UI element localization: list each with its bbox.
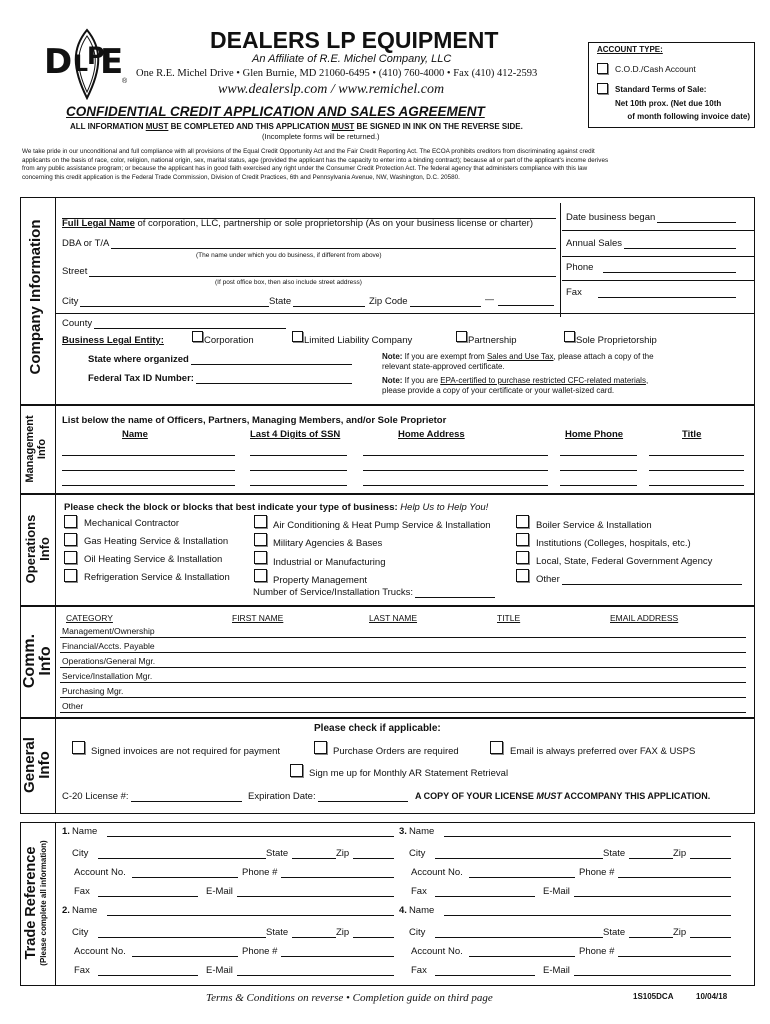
- boiler-label: Boiler Service & Installation: [536, 520, 652, 531]
- company-phone-field[interactable]: Phone: [566, 262, 736, 273]
- legal-name-label: Full Legal Name of corporation, LLC, partnership or sole proprietorship (As on your business license or charter): [62, 218, 533, 229]
- sole-proprietorship-label: Sole Proprietorship: [576, 335, 657, 346]
- ecoa-paragraph: We take pride in our unconditional and full compliance with all provisions of the Equal Credit Opportunity Act and the Fair Credit Reporting Act. The ECOA prohibits creditors from discriminating against credit applicants on the basis of race, color, religion, national origin, sex, marital status, age (provided the applicant has the capacity to enter into a binding contract); because all or part of the applicant's income derives from any public assistance program; or because the applicant has in good faith exercised any right under the Consumer Credit Protection Act. The federal agency that administers compliance with this law concerning this credit application is the Federal Trade Commission, Division of Credit Practices, 6th and Pennsylvania Avenue, NW, Washington, D.C. 20580.: [22, 148, 609, 181]
- trade-ref-fax-field[interactable]: Fax: [74, 886, 198, 897]
- federal-tax-id-field[interactable]: Federal Tax ID Number:: [88, 373, 352, 384]
- expiration-field[interactable]: Expiration Date:: [248, 791, 408, 802]
- mgmt-blank[interactable]: [649, 470, 744, 471]
- trade-ref-phone-field[interactable]: Phone #: [579, 867, 731, 878]
- mgmt-blank[interactable]: [250, 455, 347, 456]
- zip-ext-blank[interactable]: [498, 305, 554, 306]
- mechanical-contractor-checkbox[interactable]: [64, 515, 77, 528]
- form-title: CONFIDENTIAL CREDIT APPLICATION AND SALES AGREEMENT: [66, 104, 485, 119]
- military-label: Military Agencies & Bases: [273, 538, 383, 549]
- government-checkbox[interactable]: [516, 551, 529, 564]
- industrial-checkbox[interactable]: [254, 551, 267, 564]
- ar-statement-checkbox[interactable]: [290, 764, 303, 777]
- mgmt-col-address: Home Address: [398, 429, 465, 440]
- ar-statement-label: Sign me up for Monthly AR Statement Retrieval: [309, 768, 509, 779]
- comm-col-title: TITLE: [497, 613, 521, 623]
- email-preferred-checkbox[interactable]: [490, 741, 503, 754]
- trade-ref-name-field[interactable]: 4. Name: [399, 905, 731, 916]
- mgmt-blank[interactable]: [250, 485, 347, 486]
- air-conditioning-checkbox[interactable]: [254, 515, 267, 528]
- affiliate-line: An Affiliate of R.E. Michel Company, LLC: [252, 53, 452, 65]
- general-label: General Info: [21, 737, 53, 793]
- llc-checkbox[interactable]: [292, 331, 303, 342]
- boiler-checkbox[interactable]: [516, 515, 529, 528]
- street-note: (If post office box, then also include street address): [215, 279, 362, 286]
- trade-ref-phone-field[interactable]: Phone #: [579, 946, 731, 957]
- trade-ref-fax-field[interactable]: Fax: [74, 965, 198, 976]
- mgmt-blank[interactable]: [62, 485, 235, 486]
- trade-section: [20, 822, 755, 986]
- comm-col-email: EMAIL ADDRESS: [610, 613, 679, 623]
- trade-ref-city-field[interactable]: City: [72, 927, 266, 938]
- trade-side: [20, 822, 56, 986]
- comm-row-line[interactable]: [60, 712, 746, 713]
- company-address: One R.E. Michel Drive • Glen Burnie, MD 21060-6495 • (410) 760-4000 • Fax (410) 412-2593: [136, 68, 538, 79]
- property-management-label: Property Management: [273, 575, 367, 586]
- mechanical-contractor-label: Mechanical Contractor: [84, 518, 180, 529]
- trade-ref-account-field[interactable]: Account No.: [74, 867, 238, 878]
- company-info-label: Company Information: [27, 219, 44, 375]
- trade-ref-zip-field[interactable]: Zip: [336, 848, 394, 859]
- standard-terms-checkbox[interactable]: [597, 83, 608, 94]
- purchase-orders-label: Purchase Orders are required: [333, 746, 459, 757]
- mgmt-blank[interactable]: [250, 470, 347, 471]
- trucks-field[interactable]: Number of Service/Installation Trucks:: [253, 587, 495, 598]
- annual-sales-field[interactable]: Annual Sales: [566, 238, 736, 249]
- partnership-checkbox[interactable]: [456, 331, 467, 342]
- corporation-checkbox[interactable]: [192, 331, 203, 342]
- corporation-label: Corporation: [204, 335, 254, 346]
- form-instructions: ALL INFORMATION MUST BE COMPLETED AND THIS APPLICATION MUST BE SIGNED IN INK ON THE REVERSE SIDE.: [70, 122, 523, 131]
- trade-ref-fax-field[interactable]: Fax: [411, 886, 535, 897]
- property-management-checkbox[interactable]: [254, 569, 267, 582]
- trade-ref-state-field[interactable]: State: [603, 848, 673, 859]
- comm-row-label: Service/Installation Mgr.: [62, 671, 153, 681]
- industrial-label: Industrial or Manufacturing: [273, 557, 386, 568]
- comm-label: Comm. Info: [21, 633, 54, 689]
- logo-letter-e: E: [100, 42, 124, 82]
- mgmt-col-name: Name: [122, 429, 148, 440]
- military-checkbox[interactable]: [254, 533, 267, 546]
- company-name: DEALERS LP EQUIPMENT: [210, 27, 499, 53]
- trade-ref-state-field[interactable]: State: [603, 927, 673, 938]
- logo: [42, 28, 132, 100]
- trade-ref-state-field[interactable]: State: [266, 927, 336, 938]
- mgmt-blank[interactable]: [560, 485, 637, 486]
- trade-ref-zip-field[interactable]: Zip: [673, 927, 731, 938]
- date-began-field[interactable]: Date business began: [566, 212, 736, 223]
- comm-row-label: Other: [62, 701, 84, 711]
- signed-invoices-label: Signed invoices are not required for payment: [91, 746, 281, 757]
- comm-row-line[interactable]: [60, 667, 746, 668]
- company-websites[interactable]: www.dealerslp.com / www.remichel.com: [218, 82, 445, 97]
- oil-heating-checkbox[interactable]: [64, 551, 77, 564]
- oil-heating-label: Oil Heating Service & Installation: [84, 554, 223, 565]
- footer-terms: Terms & Conditions on reverse • Completion guide on third page: [206, 992, 493, 1004]
- mgmt-col-title: Title: [682, 429, 702, 440]
- registered-mark: ®: [122, 78, 128, 85]
- trade-ref-city-field[interactable]: City: [72, 848, 266, 859]
- account-type-title: ACCOUNT TYPE:: [597, 45, 663, 54]
- epa-note: Note: If you are EPA-certified to purchase restricted CFC-related materials, please provide a copy of your certificate or your wallet-sized card.: [382, 376, 649, 395]
- comm-col-last: LAST NAME: [369, 613, 418, 623]
- logo-letter-p: P: [87, 42, 105, 70]
- dba-field[interactable]: DBA or T/A: [62, 238, 556, 249]
- trade-ref-account-field[interactable]: Account No.: [74, 946, 238, 957]
- tax-exempt-note: Note: If you are exempt from Sales and Use Tax, please attach a copy of the relevant state-approved certificate.: [382, 352, 654, 371]
- mgmt-blank[interactable]: [62, 470, 235, 471]
- trade-ref-fax-field[interactable]: Fax: [411, 965, 535, 976]
- mgmt-blank[interactable]: [363, 470, 548, 471]
- gas-heating-checkbox[interactable]: [64, 533, 77, 546]
- trade-ref-name-field[interactable]: 2. Name: [62, 905, 394, 916]
- trade-ref-zip-field[interactable]: Zip: [673, 848, 731, 859]
- operations-side: [20, 494, 56, 606]
- state-field[interactable]: State: [269, 296, 365, 307]
- trade-ref-phone-field[interactable]: Phone #: [242, 867, 394, 878]
- incomplete-note: (Incomplete forms will be returned.): [262, 132, 380, 141]
- mgmt-blank[interactable]: [560, 470, 637, 471]
- general-title: Please check if applicable:: [314, 723, 441, 734]
- company-info-side: [20, 197, 56, 405]
- comm-row-label: Operations/General Mgr.: [62, 656, 156, 666]
- llc-label: Limited Liability Company: [304, 335, 413, 346]
- sole-proprietorship-checkbox[interactable]: [564, 331, 575, 342]
- company-fax-field[interactable]: Fax: [566, 287, 736, 298]
- management-intro: List below the name of Officers, Partners, Managing Members, and/or Sole Proprietor: [62, 415, 447, 426]
- standard-terms-line1: Net 10th prox. (Net due 10th: [615, 99, 722, 108]
- mgmt-blank[interactable]: [363, 455, 548, 456]
- partnership-label: Partnership: [468, 335, 517, 346]
- institutions-label: Institutions (Colleges, hospitals, etc.): [536, 538, 691, 549]
- standard-terms-label: Standard Terms of Sale:: [615, 85, 707, 94]
- mgmt-blank[interactable]: [363, 485, 548, 486]
- logo-letter-d: D: [44, 42, 73, 82]
- logo-letter-l: L: [74, 52, 89, 77]
- street-field[interactable]: Street: [62, 266, 556, 277]
- form-code: 1S105DCA: [633, 992, 674, 1001]
- city-field[interactable]: City: [62, 296, 269, 307]
- dba-note: (The name under which you do business, if different from above): [196, 252, 382, 259]
- comm-col-category: CATEGORY: [66, 613, 113, 623]
- trade-ref-name-field[interactable]: 1. Name: [62, 826, 394, 837]
- operations-label: Operations Info: [23, 514, 52, 584]
- county-field[interactable]: County: [62, 318, 286, 329]
- form-date: 10/04/18: [696, 992, 728, 1001]
- other-business-field[interactable]: Other: [536, 574, 742, 585]
- zip-dash: —: [485, 294, 494, 304]
- general-side: [20, 718, 56, 814]
- email-preferred-label: Email is always preferred over FAX & USPS: [510, 746, 696, 757]
- trade-ref-account-field[interactable]: Account No.: [411, 867, 575, 878]
- purchase-orders-checkbox[interactable]: [314, 741, 327, 754]
- trade-ref-city-field[interactable]: City: [409, 848, 603, 859]
- mgmt-blank[interactable]: [62, 455, 235, 456]
- comm-side: [20, 606, 56, 718]
- zip-field[interactable]: Zip Code: [369, 296, 481, 307]
- refrigeration-label: Refrigeration Service & Installation: [84, 572, 230, 583]
- institutions-checkbox[interactable]: [516, 533, 529, 546]
- trade-ref-email-field[interactable]: E-Mail: [543, 886, 731, 897]
- state-organized-field[interactable]: State where organized: [88, 354, 352, 365]
- license-field[interactable]: C-20 License #:: [62, 791, 242, 802]
- air-conditioning-label: Air Conditioning & Heat Pump Service & Installation: [273, 520, 491, 531]
- mgmt-blank[interactable]: [560, 455, 637, 456]
- trade-ref-phone-field[interactable]: Phone #: [242, 946, 394, 957]
- comm-row-line[interactable]: [60, 637, 746, 638]
- government-label: Local, State, Federal Government Agency: [536, 556, 713, 567]
- trade-ref-zip-field[interactable]: Zip: [336, 927, 394, 938]
- comm-row-label: Purchasing Mgr.: [62, 686, 124, 696]
- mgmt-blank[interactable]: [649, 455, 744, 456]
- comm-row-line[interactable]: [60, 682, 746, 683]
- comm-col-first: FIRST NAME: [232, 613, 284, 623]
- trade-ref-email-field[interactable]: E-Mail: [543, 965, 731, 976]
- management-side: [20, 405, 56, 494]
- cod-label: C.O.D./Cash Account: [615, 64, 696, 74]
- cod-checkbox[interactable]: [597, 63, 608, 74]
- comm-row-label: Management/Ownership: [62, 626, 155, 636]
- other-business-checkbox[interactable]: [516, 569, 529, 582]
- refrigeration-checkbox[interactable]: [64, 569, 77, 582]
- trade-ref-account-field[interactable]: Account No.: [411, 946, 575, 957]
- comm-row-label: Financial/Accts. Payable: [62, 641, 155, 651]
- gas-heating-label: Gas Heating Service & Installation: [84, 536, 229, 547]
- account-type-box: [588, 42, 755, 128]
- mgmt-blank[interactable]: [649, 485, 744, 486]
- signed-invoices-checkbox[interactable]: [72, 741, 85, 754]
- entity-label: Business Legal Entity:: [62, 335, 164, 346]
- trade-label: Trade Reference (Please complete all information): [23, 840, 48, 966]
- mgmt-col-ssn: Last 4 Digits of SSN: [250, 429, 341, 440]
- management-label: Management Info: [24, 415, 48, 483]
- mgmt-col-phone: Home Phone: [565, 429, 624, 440]
- license-copy-note: A COPY OF YOUR LICENSE MUST ACCOMPANY THIS APPLICATION.: [415, 791, 711, 801]
- standard-terms-line2: of month following invoice date): [627, 112, 750, 121]
- trade-ref-name-field[interactable]: 3. Name: [399, 826, 731, 837]
- comm-row-line[interactable]: [60, 697, 746, 698]
- comm-row-line[interactable]: [60, 652, 746, 653]
- trade-ref-email-field[interactable]: E-Mail: [206, 886, 394, 897]
- trade-ref-email-field[interactable]: E-Mail: [206, 965, 394, 976]
- trade-ref-state-field[interactable]: State: [266, 848, 336, 859]
- operations-intro: Please check the block or blocks that best indicate your type of business: Help Us to Help You!: [64, 502, 489, 513]
- trade-ref-city-field[interactable]: City: [409, 927, 603, 938]
